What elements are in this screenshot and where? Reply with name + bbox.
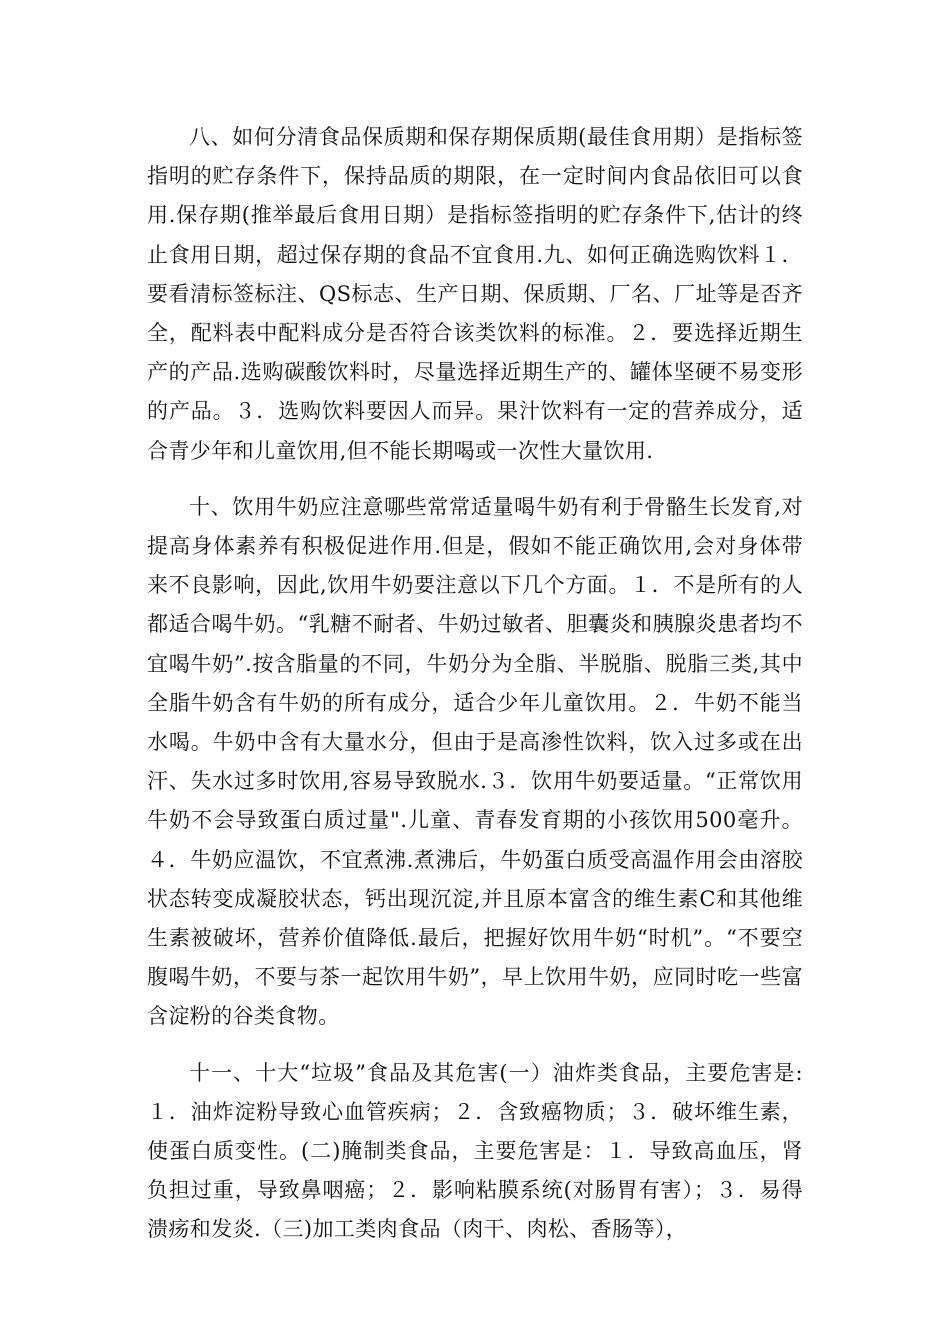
paragraph-section-8-9: 八、如何分清食品保质期和保存期保质期(最佳食用期）是指标签指明的贮存条件下，保持品质的期限，在一定时间内食品依旧可以食用.保存期(推举最后食用日期）是指标签指明的贮存条件下,估计的终止食用日期，超过保存期的食品不宜食用.九、如何正确选购饮料１．要看清标签标注、QS标志、生产日期、保质期、厂名、厂址等是否齐全，配料表中配料成分是否符合该类饮料的标准。２．要选择近期生产的产品.选购碳酸饮料时，尽量选择近期生产的、罐体坚硬不易变形的产品。３．选购饮料要因人而异。果汁饮料有一定的营养成分，适合青少年和儿童饮用,但不能长期喝或一次性大量饮用.	[147, 125, 803, 463]
paragraph-section-10: 十、饮用牛奶应注意哪些常常适量喝牛奶有利于骨骼生长发育,对提高身体素养有积极促进作用.但是，假如不能正确饮用,会对身体带来不良影响，因此,饮用牛奶要注意以下几个方面。１．不是所有的人都适合喝牛奶。“乳糖不耐者、牛奶过敏者、胆囊炎和胰腺炎患者均不宜喝牛奶”.按含脂量的不同，牛奶分为全脂、半脱脂、脱脂三类,其中全脂牛奶含有牛奶的所有成分，适合少年儿童饮用。２．牛奶不能当水喝。牛奶中含有大量水分，但由于是高渗性饮料，饮入过多或在出汗、失水过多时饮用,容易导致脱水.３．饮用牛奶要适量。“正常饮用牛奶不会导致蛋白质过量".儿童、青春发育期的小孩饮用500毫升。４．牛奶应温饮，不宜煮沸.煮沸后，牛奶蛋白质受高温作用会由溶胶状态转变成凝胶状态，钙出现沉淀,并且原本富含的维生素C和其他维生素被破坏，营养价值降低.最后，把握好饮用牛奶“时机”。“不要空腹喝牛奶，不要与茶一起饮用牛奶”，早上饮用牛奶，应同时吃一些富含淀粉的谷类食物。	[147, 494, 803, 1029]
document-body	[147, 118, 803, 1267]
paragraph-section-11: 十一、十大“垃圾”食品及其危害(一）油炸类食品，主要危害是:１．油炸淀粉导致心血管疾病；２．含致癌物质；３．破坏维生素，使蛋白质变性。(二)腌制类食品，主要危害是：１．导致高血压，肾负担过重，导致鼻咽癌；２．影响粘膜系统(对肠胃有害）；３．易得溃疡和发炎.（三)加工类肉食品（肉干、肉松、香肠等），	[147, 1060, 803, 1242]
